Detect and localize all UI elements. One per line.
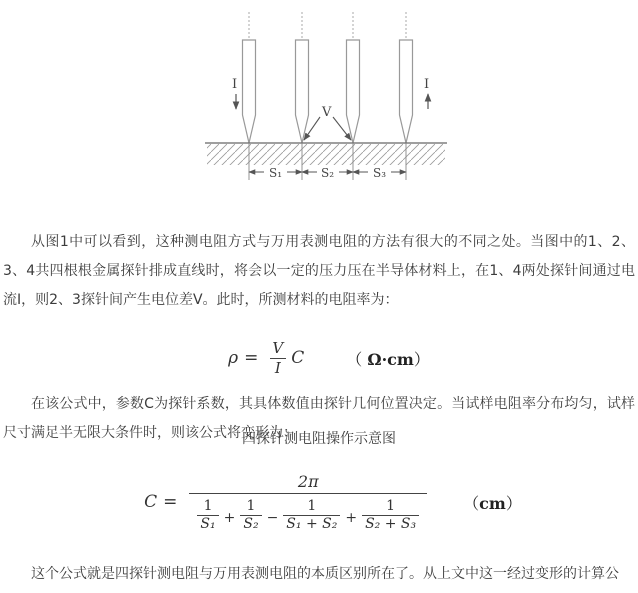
- probes: [243, 40, 413, 143]
- term-2-den: S₂: [240, 515, 261, 533]
- probe-2: [296, 40, 309, 143]
- formula2-unit-open: （: [463, 493, 480, 513]
- current-out-label: I: [424, 77, 430, 92]
- spacing-labels: [269, 166, 386, 180]
- figure-caption: 四探针测电阻操作示意图: [242, 431, 396, 447]
- probe-axes: [249, 12, 406, 143]
- probe-coefficient-formula: [14, 458, 638, 546]
- term-1: [197, 498, 218, 533]
- paragraph-conclusion: 这个公式就是四探针测电阻与万用表测电阻的本质区别所在了。从上文中这一经过变形的计算公: [31, 566, 619, 582]
- four-probe-diagram: [203, 8, 449, 186]
- formula2-equals: =: [163, 492, 178, 512]
- term-2-num: 1: [246, 497, 256, 514]
- surface-hatching: [207, 144, 445, 165]
- formula1-unit-value: Ω·cm: [367, 349, 414, 369]
- voltage-label: V: [322, 105, 332, 120]
- formula2-lhs: C: [144, 492, 158, 512]
- formula2-fraction: [189, 472, 427, 533]
- formula2-unit: [463, 491, 522, 514]
- formula1-unit: [346, 347, 430, 370]
- op-1: +: [223, 510, 236, 526]
- term-2: [240, 498, 261, 533]
- op-3: +: [345, 510, 358, 526]
- formula1-lhs: ρ: [228, 348, 239, 368]
- spacing-s2: S₂: [320, 166, 335, 180]
- probe-1: [243, 40, 256, 143]
- term-3-den: S₁ + S₂: [283, 515, 340, 533]
- term-3-num: 1: [307, 497, 317, 514]
- current-in-label: I: [232, 77, 238, 92]
- paragraph-intro: 从图1中可以看到，这种测电阻方式与万用表测电阻的方法有很大的不同之处。当图中的1、2、3、4共四根根金属探针排成直线时，将会以一定的压力压在半导体材料上，在1、4两处探针间通过电流I，则2、3探针间产生电位差V。此时，所测材料的电阻率为：: [3, 234, 635, 308]
- formula2-unit-close: ）: [505, 493, 522, 513]
- op-2: −: [266, 510, 279, 526]
- formula2-denominator: [189, 493, 427, 533]
- formula1-numerator: V: [272, 338, 284, 357]
- formula1-denominator: I: [270, 358, 286, 378]
- four-probe-diagram-svg: [203, 8, 449, 186]
- term-4-den: S₂ + S₃: [362, 515, 419, 533]
- formula1-equals: =: [244, 348, 259, 368]
- probe-4: [400, 40, 413, 143]
- formula2-unit-value: cm: [479, 493, 506, 513]
- formula1-fraction: [267, 339, 288, 378]
- term-4-num: 1: [386, 497, 396, 514]
- resistivity-formula: [10, 334, 638, 382]
- term-1-num: 1: [203, 497, 213, 514]
- probe-3: [347, 40, 360, 143]
- term-3: [283, 498, 340, 533]
- formula1-coefficient: C: [291, 348, 305, 368]
- term-1-den: S₁: [197, 515, 218, 533]
- paragraph-coefficient: 在该公式中，参数C为探针系数，其具体数值由探针几何位置决定。当试样电阻率分布均匀，试样尺寸满足半无限大条件时，则该公式将变形为：: [3, 396, 635, 441]
- formula2-numerator: 2π: [297, 471, 319, 491]
- term-4: [362, 498, 419, 533]
- formula1-unit-open: （: [346, 349, 368, 369]
- spacing-s3: S₃: [372, 166, 387, 180]
- formula1-unit-close: ）: [413, 349, 430, 369]
- spacing-s1: S₁: [268, 166, 283, 180]
